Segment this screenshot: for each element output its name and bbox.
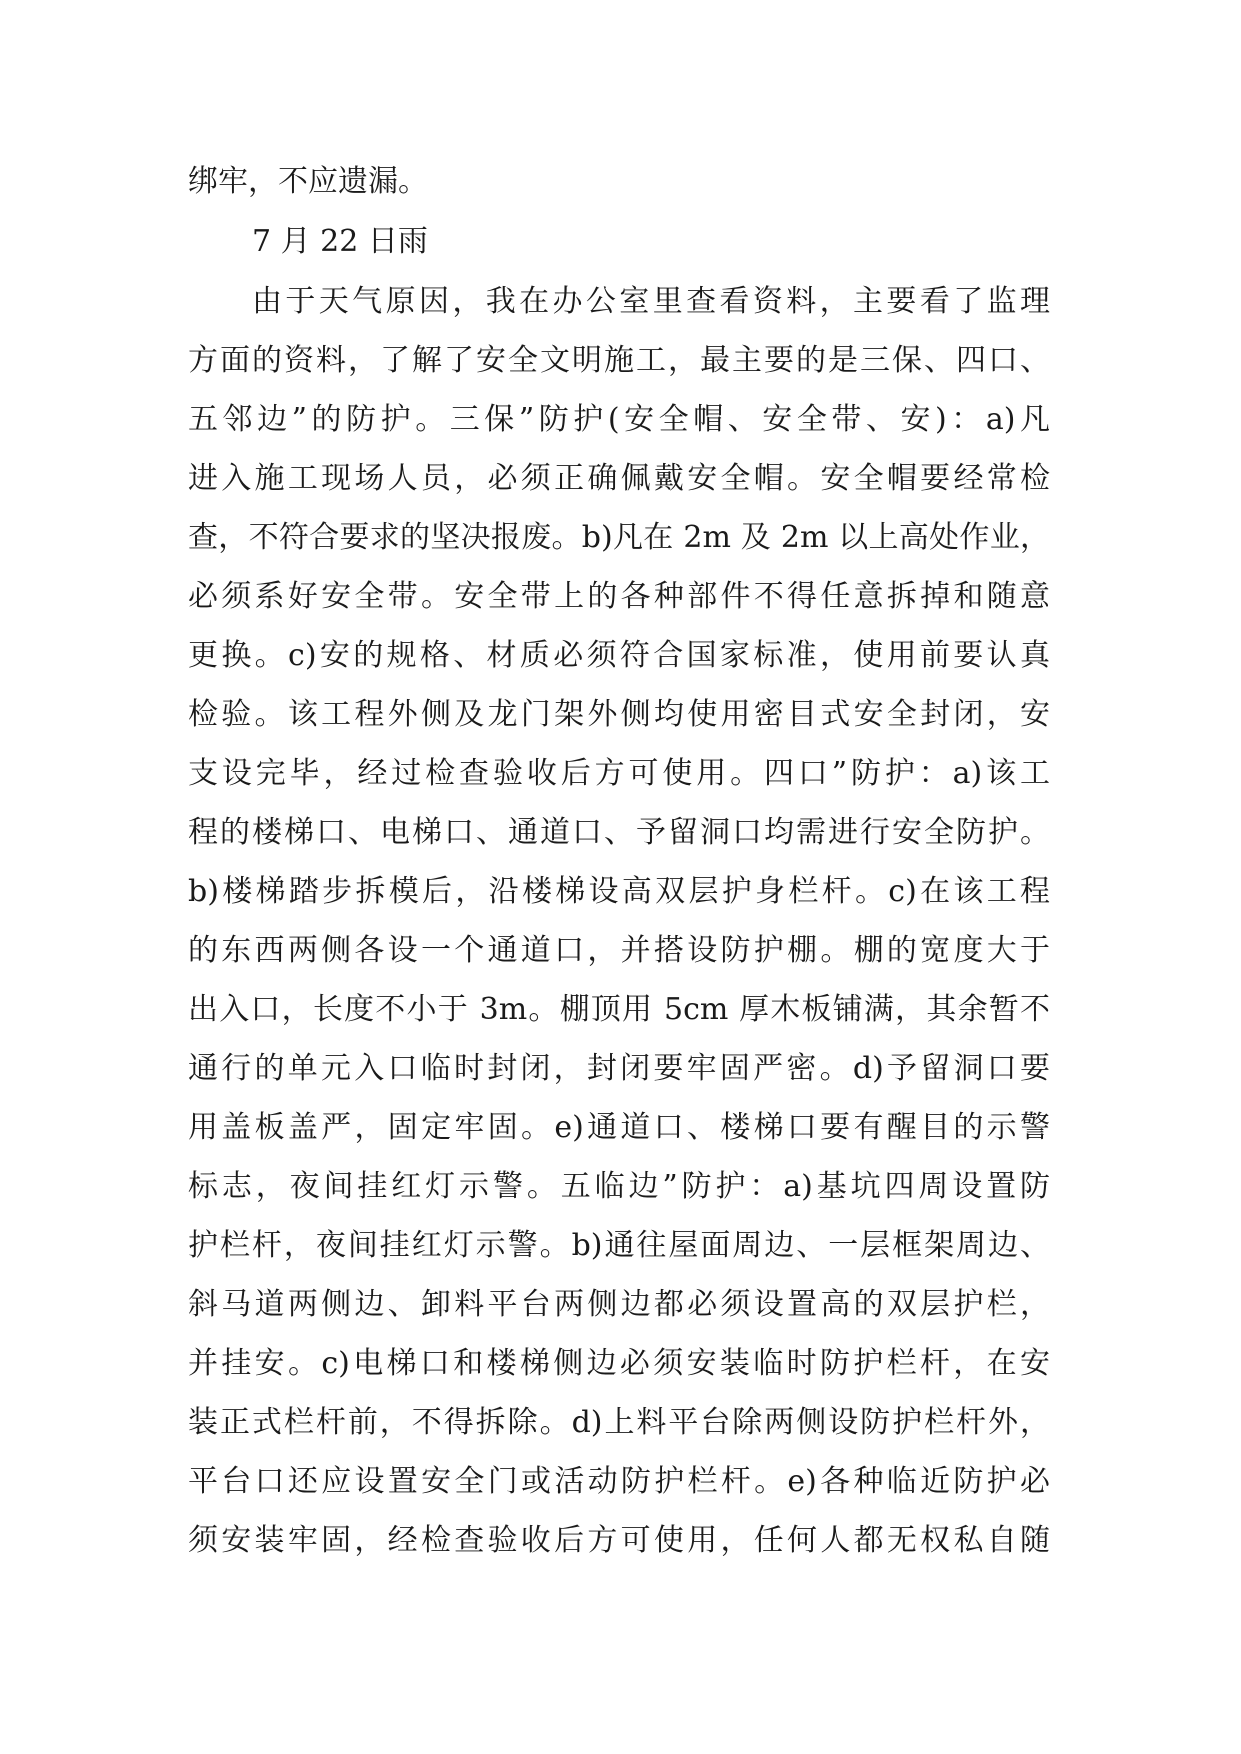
body-line: 标志，夜间挂红灯示警。五临边”防护：a)基坑四周设置防 [188,1169,1050,1204]
body-line: 护栏杆，夜间挂红灯示警。b)通往屋面周边、一层框架周边、 [188,1228,1050,1263]
body-line: 须安装牢固，经检查验收后方可使用，任何人都无权私自随 [188,1523,1050,1558]
entry-date: 7 月 22 日雨 [252,224,428,259]
body-line: 五邻边”的防护。三保”防护(安全帽、安全带、安)：a)凡 [188,402,1050,437]
body-line: 方面的资料，了解了安全文明施工，最主要的是三保、四口、 [188,343,1050,378]
body-line: 检验。该工程外侧及龙门架外侧均使用密目式安全封闭，安 [188,697,1050,732]
diary-body-paragraph [188,272,1050,1570]
body-line: 用盖板盖严，固定牢固。e)通道口、楼梯口要有醒目的示警 [188,1110,1050,1145]
body-line: 出入口，长度不小于 3m。棚顶用 5cm 厚木板铺满，其余暂不 [188,992,1050,1027]
carryover-paragraph [188,152,1050,211]
body-line: 并挂安。c)电梯口和楼梯侧边必须安装临时防护栏杆，在安 [188,1346,1050,1381]
body-line: 支设完毕，经过检查验收后方可使用。四口”防护：a)该工 [188,756,1050,791]
body-line: 进入施工现场人员，必须正确佩戴安全帽。安全帽要经常检 [188,461,1050,496]
body-line: 的东西两侧各设一个通道口，并搭设防护棚。棚的宽度大于 [188,933,1050,968]
body-line: 查，不符合要求的坚决报废。b)凡在 2m 及 2m 以上高处作业， [188,520,1050,555]
body-line: 装正式栏杆前，不得拆除。d)上料平台除两侧设防护栏杆外， [188,1405,1050,1440]
body-line: 平台口还应设置安全门或活动防护栏杆。e)各种临近防护必 [188,1464,1050,1499]
carryover-line: 绑牢，不应遗漏。 [188,164,428,199]
body-line: 程的楼梯口、电梯口、通道口、予留洞口均需进行安全防护。 [188,815,1050,850]
body-line: 更换。c)安的规格、材质必须符合国家标准，使用前要认真 [188,638,1050,673]
body-line: b)楼梯踏步拆模后，沿楼梯设高双层护身栏杆。c)在该工程 [188,874,1050,909]
diary-date-heading [188,212,1050,271]
body-line: 由于天气原因，我在办公室里查看资料，主要看了监理 [252,284,1050,319]
body-line: 必须系好安全带。安全带上的各种部件不得任意拆掉和随意 [188,579,1050,614]
body-line: 通行的单元入口临时封闭，封闭要牢固严密。d)予留洞口要 [188,1051,1050,1086]
body-line: 斜马道两侧边、卸料平台两侧边都必须设置高的双层护栏， [188,1287,1050,1322]
